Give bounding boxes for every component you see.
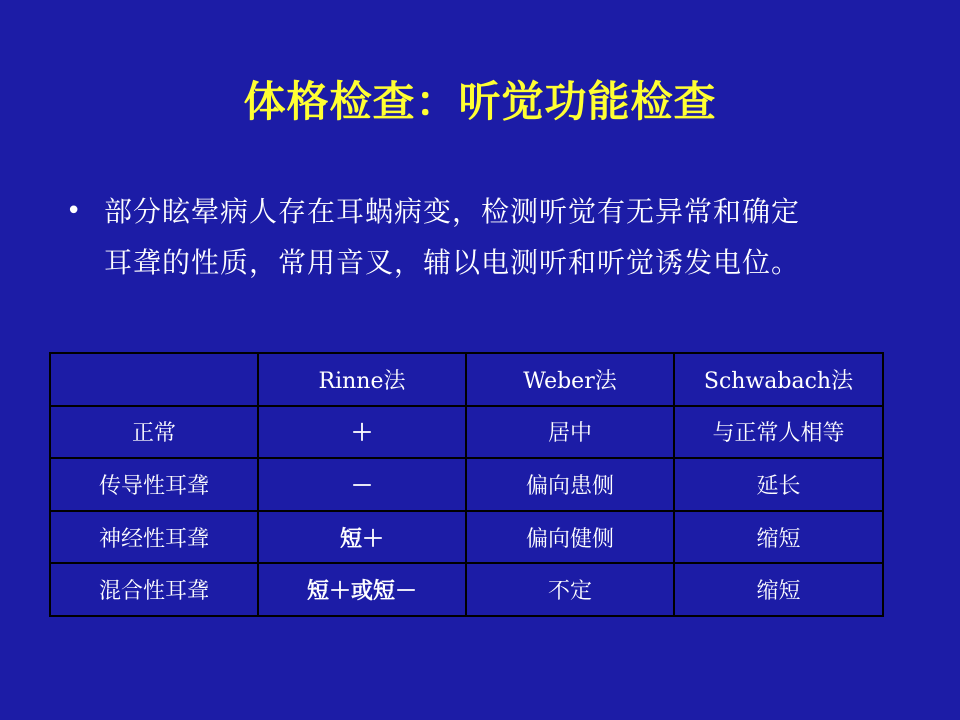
header-cell-weber: Weber法 bbox=[466, 353, 674, 406]
weber-result: 偏向健侧 bbox=[466, 511, 674, 564]
schwabach-result: 延长 bbox=[674, 458, 883, 511]
weber-result: 居中 bbox=[466, 406, 674, 459]
bullet-item bbox=[66, 186, 896, 288]
table-row bbox=[50, 563, 883, 616]
header-cell-blank bbox=[50, 353, 258, 406]
weber-result: 不定 bbox=[466, 563, 674, 616]
table-row bbox=[50, 458, 883, 511]
row-label: 混合性耳聋 bbox=[50, 563, 258, 616]
rinne-result: ＋ bbox=[258, 406, 466, 459]
bullet-text bbox=[104, 186, 896, 288]
header-cell-rinne: Rinne法 bbox=[258, 353, 466, 406]
schwabach-result: 与正常人相等 bbox=[674, 406, 883, 459]
schwabach-result: 缩短 bbox=[674, 511, 883, 564]
slide-title: 体格检查：听觉功能检查 bbox=[243, 77, 717, 126]
table-row bbox=[50, 511, 883, 564]
header-cell-schwabach: Schwabach法 bbox=[674, 353, 883, 406]
row-label: 神经性耳聋 bbox=[50, 511, 258, 564]
rinne-result: 短＋ bbox=[258, 511, 466, 564]
rinne-result: 短＋或短－ bbox=[258, 563, 466, 616]
hearing-test-table bbox=[49, 352, 884, 617]
bullet-marker: • bbox=[66, 196, 82, 226]
row-label: 正常 bbox=[50, 406, 258, 459]
weber-result: 偏向患侧 bbox=[466, 458, 674, 511]
row-label: 传导性耳聋 bbox=[50, 458, 258, 511]
bullet-line: 耳聋的性质，常用音叉，辅以电测听和听觉诱发电位。 bbox=[104, 246, 801, 279]
schwabach-result: 缩短 bbox=[674, 563, 883, 616]
rinne-result: － bbox=[258, 458, 466, 511]
table-row bbox=[50, 406, 883, 459]
table-header-row bbox=[50, 353, 883, 406]
bullet-line: 部分眩晕病人存在耳蜗病变，检测听觉有无异常和确定 bbox=[104, 195, 801, 228]
